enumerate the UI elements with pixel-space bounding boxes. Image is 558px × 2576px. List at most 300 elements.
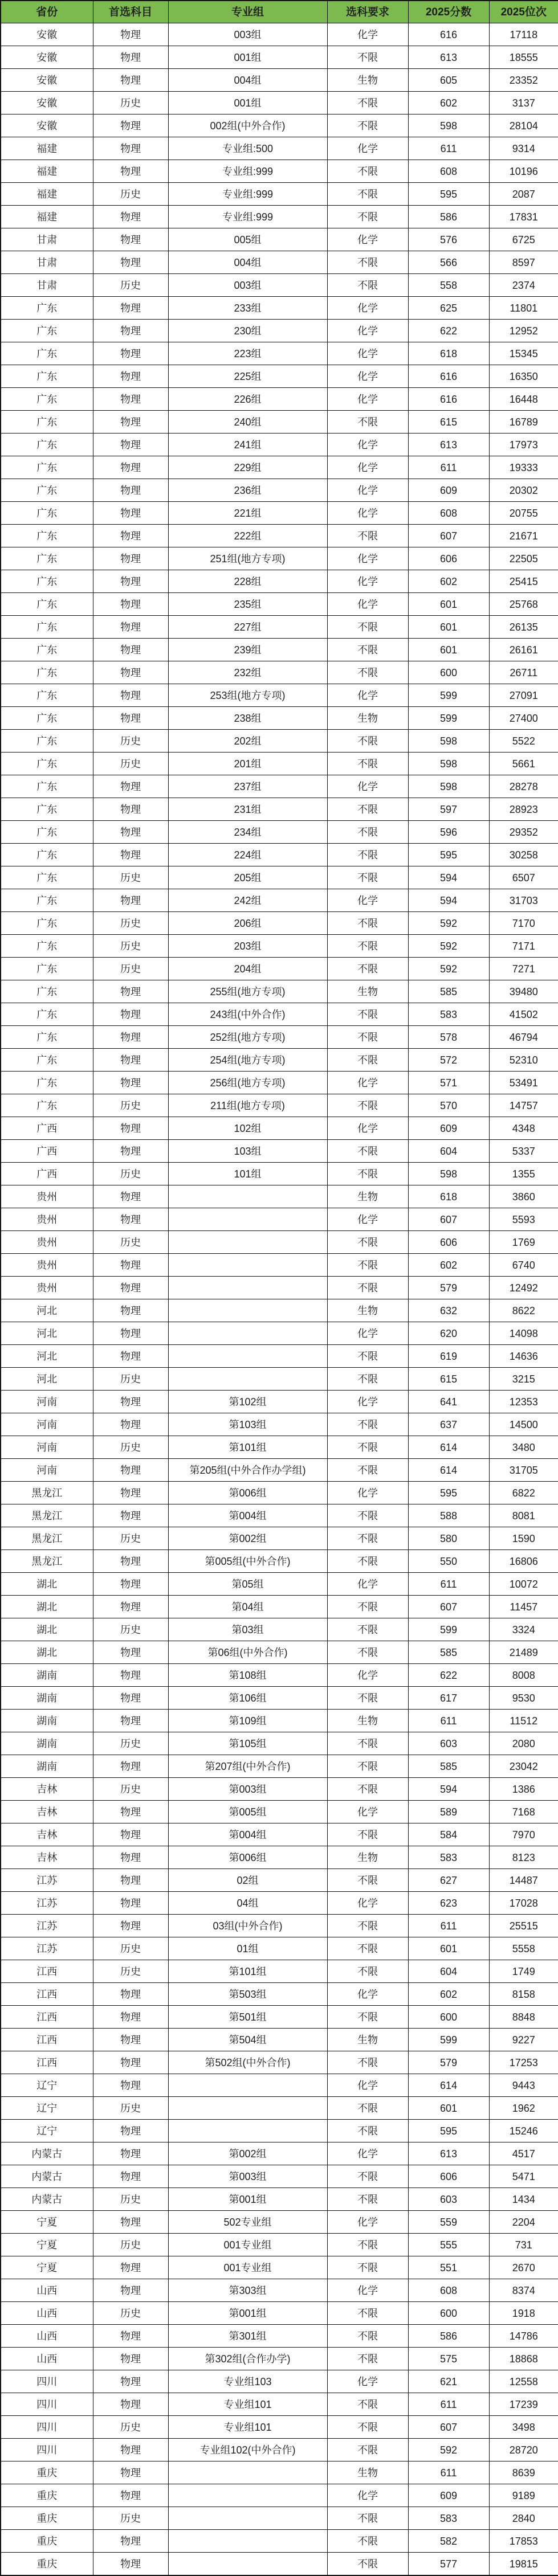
table-cell: 历史 [93,1436,168,1459]
table-cell: 585 [408,1641,489,1664]
table-cell: 632 [408,1299,489,1322]
table-cell: 不限 [327,183,408,206]
table-cell: 595 [408,844,489,866]
table-cell: 化学 [327,456,408,479]
table-cell: 化学 [327,2074,408,2097]
table-cell: 第105组 [168,1732,327,1755]
table-row [1,1823,558,1846]
table-row [1,639,558,661]
table-cell: 不限 [327,2530,408,2553]
table-row [1,2461,558,2484]
table-cell: 四川 [1,2439,93,2461]
table-cell: 广东 [1,980,93,1003]
table-cell: 613 [408,434,489,456]
table-cell: 622 [408,1664,489,1687]
table-row [1,2439,558,2461]
table-cell: 617 [408,1687,489,1710]
table-cell: 物理 [93,616,168,639]
table-cell: 化学 [327,1482,408,1504]
table-cell: 历史 [93,1094,168,1117]
table-cell: 7970 [489,1823,558,1846]
table-cell: 安徽 [1,115,93,137]
table-cell: 001专业组 [168,2234,327,2256]
table-cell: 不限 [327,251,408,274]
table-cell: 5337 [489,1140,558,1163]
table-cell: 第001组 [168,2302,327,2325]
table-row [1,320,558,342]
table-row [1,2393,558,2416]
table-cell: 物理 [93,525,168,547]
table-cell: 586 [408,2325,489,2348]
table-row [1,2142,558,2165]
table-cell: 专业组101 [168,2393,327,2416]
table-cell: 233组 [168,297,327,320]
table-row [1,889,558,912]
table-cell: 广东 [1,661,93,684]
table-row [1,1254,558,1277]
table-cell: 不限 [327,661,408,684]
table-cell: 物理 [93,1322,168,1345]
table-cell: 历史 [93,1527,168,1550]
table-cell: 江苏 [1,1915,93,1937]
table-cell: 1590 [489,1527,558,1550]
table-cell: 物理 [93,684,168,707]
table-cell: 9530 [489,1687,558,1710]
table-cell: 第205组(中外合作办学组) [168,1459,327,1482]
table-cell: 第301组 [168,2325,327,2348]
table-row [1,2120,558,2142]
table-cell: 江西 [1,1983,93,2006]
table-cell: 3215 [489,1368,558,1391]
table-cell: 583 [408,1846,489,1869]
table-cell: 14500 [489,1413,558,1436]
table-cell: 598 [408,115,489,137]
table-cell: 252组(地方专项) [168,1026,327,1049]
table-row [1,980,558,1003]
table-cell: 第005组 [168,1801,327,1823]
table-cell: 609 [408,2484,489,2507]
table-cell: 232组 [168,661,327,684]
table-cell: 历史 [93,1778,168,1801]
table-cell: 重庆 [1,2484,93,2507]
table-cell [168,2507,327,2530]
table-cell: 26161 [489,639,558,661]
table-cell: 江苏 [1,1869,93,1892]
table-cell: 618 [408,342,489,365]
table-cell: 不限 [327,2188,408,2211]
table-cell: 595 [408,183,489,206]
table-cell: 广东 [1,684,93,707]
table-cell: 历史 [93,92,168,115]
table-cell: 专业组103 [168,2370,327,2393]
table-cell: 611 [408,456,489,479]
table-cell: 化学 [327,434,408,456]
table-cell: 湖北 [1,1596,93,1618]
table-cell: 3137 [489,92,558,115]
table-row [1,2279,558,2302]
table-cell: 不限 [327,1596,408,1618]
table-cell: 不限 [327,115,408,137]
table-cell: 历史 [93,1732,168,1755]
table-cell: 物理 [93,2256,168,2279]
table-cell: 物理 [93,479,168,502]
table-cell: 湖南 [1,1664,93,1687]
table-cell: 566 [408,251,489,274]
table-cell: 第05组 [168,1573,327,1596]
table-row [1,1915,558,1937]
table-cell: 广东 [1,502,93,525]
table-cell: 不限 [327,525,408,547]
table-cell: 河南 [1,1459,93,1482]
table-cell: 11801 [489,297,558,320]
table-row [1,1368,558,1391]
table-cell: 物理 [93,547,168,570]
table-cell: 物理 [93,1846,168,1869]
table-cell: 559 [408,2211,489,2234]
table-cell: 18868 [489,2348,558,2370]
table-cell: 103组 [168,1140,327,1163]
table-row [1,798,558,821]
table-row [1,547,558,570]
table-cell: 不限 [327,1231,408,1254]
table-cell: 广东 [1,547,93,570]
table-cell: 不限 [327,616,408,639]
table-cell: 广东 [1,297,93,320]
table-cell: 02组 [168,1869,327,1892]
table-cell: 229组 [168,456,327,479]
table-cell: 601 [408,2097,489,2120]
table-cell: 不限 [327,2051,408,2074]
table-cell: 不限 [327,1869,408,1892]
table-cell: 物理 [93,1117,168,1140]
table-cell [168,2530,327,2553]
table-cell: 5661 [489,753,558,775]
table-cell: 27400 [489,707,558,730]
table-cell: 广东 [1,1003,93,1026]
table-cell: 243组(中外合作) [168,1003,327,1026]
table-cell: 广东 [1,320,93,342]
table-cell: 物理 [93,1254,168,1277]
table-row [1,2074,558,2097]
table-cell: 宁夏 [1,2234,93,2256]
table-cell: 602 [408,1983,489,2006]
table-cell: 6725 [489,228,558,251]
table-cell: 不限 [327,2302,408,2325]
table-cell: 2087 [489,183,558,206]
table-cell: 辽宁 [1,2120,93,2142]
table-cell: 20302 [489,479,558,502]
table-cell: 不限 [327,1140,408,1163]
table-cell: 1386 [489,1778,558,1801]
table-cell: 历史 [93,958,168,980]
table-row [1,2416,558,2439]
table-cell: 不限 [327,1504,408,1527]
table-cell: 历史 [93,2188,168,2211]
table-cell: 河北 [1,1322,93,1345]
table-cell: 223组 [168,342,327,365]
table-cell: 河北 [1,1345,93,1368]
table-cell: 历史 [93,2507,168,2530]
table-cell: 234组 [168,821,327,844]
table-row [1,958,558,980]
table-cell: 福建 [1,160,93,183]
table-cell: 物理 [93,1915,168,1937]
table-cell [168,1254,327,1277]
table-cell: 31705 [489,1459,558,1482]
table-cell: 专业组101 [168,2416,327,2439]
table-cell: 化学 [327,297,408,320]
table-cell: 579 [408,1277,489,1299]
table-cell: 第502组(中外合作) [168,2051,327,2074]
table-cell: 5471 [489,2165,558,2188]
table-row [1,2507,558,2530]
table-cell: 不限 [327,1618,408,1641]
table-row [1,2370,558,2393]
table-cell: 3324 [489,1618,558,1641]
table-cell: 第102组 [168,1391,327,1413]
table-cell: 4348 [489,1117,558,1140]
table-cell: 614 [408,2074,489,2097]
table-cell: 化学 [327,1117,408,1140]
table-cell: 第101组 [168,1960,327,1983]
table-cell: 22505 [489,547,558,570]
table-cell: 不限 [327,1277,408,1299]
table-cell: 8081 [489,1504,558,1527]
table-cell: 607 [408,525,489,547]
table-row [1,1072,558,1094]
table-cell: 第503组 [168,1983,327,2006]
table-cell: 不限 [327,1003,408,1026]
column-header-rank-2025: 2025位次 [489,1,558,23]
table-cell: 化学 [327,365,408,388]
table-row [1,1755,558,1778]
table-cell: 化学 [327,775,408,798]
table-cell: 不限 [327,206,408,228]
table-cell: 物理 [93,821,168,844]
table-cell: 吉林 [1,1801,93,1823]
table-cell: 第004组 [168,1823,327,1846]
table-cell: 26711 [489,661,558,684]
table-cell: 黑龙江 [1,1482,93,1504]
table-cell: 江西 [1,2051,93,2074]
table-cell: 物理 [93,1596,168,1618]
table-cell: 575 [408,2348,489,2370]
table-row [1,92,558,115]
table-cell: 578 [408,1026,489,1049]
table-row [1,69,558,92]
table-cell: 6740 [489,1254,558,1277]
table-cell: 内蒙古 [1,2188,93,2211]
table-cell: 广东 [1,479,93,502]
table-cell: 611 [408,1573,489,1596]
table-cell: 贵州 [1,1208,93,1231]
table-cell: 602 [408,1254,489,1277]
table-row [1,1277,558,1299]
table-row [1,1163,558,1185]
table-cell: 不限 [327,2416,408,2439]
table-cell: 甘肃 [1,251,93,274]
table-cell: 河南 [1,1436,93,1459]
table-cell: 物理 [93,342,168,365]
table-cell: 606 [408,1231,489,1254]
table-row [1,183,558,206]
table-row [1,206,558,228]
table-cell: 历史 [93,2234,168,2256]
table-cell: 历史 [93,1231,168,1254]
table-cell: 物理 [93,2006,168,2029]
table-cell: 河北 [1,1368,93,1391]
table-cell: 14487 [489,1869,558,1892]
table-cell: 广东 [1,730,93,753]
table-row [1,1869,558,1892]
table-cell: 205组 [168,866,327,889]
table-cell: 历史 [93,2416,168,2439]
table-row [1,570,558,593]
table-cell: 595 [408,2120,489,2142]
table-row [1,274,558,297]
table-cell: 235组 [168,593,327,616]
table-cell [168,1277,327,1299]
table-cell: 黑龙江 [1,1550,93,1573]
table-cell: 物理 [93,798,168,821]
table-row [1,1049,558,1072]
table-cell: 625 [408,297,489,320]
table-cell: 第006组 [168,1846,327,1869]
table-cell: 52310 [489,1049,558,1072]
table-row [1,844,558,866]
table-cell: 618 [408,1185,489,1208]
table-cell: 19333 [489,456,558,479]
table-row [1,2029,558,2051]
table-cell: 572 [408,1049,489,1072]
table-row [1,1391,558,1413]
table-cell: 611 [408,1710,489,1732]
table-cell: 广东 [1,753,93,775]
table-cell: 湖南 [1,1710,93,1732]
table-cell: 广东 [1,593,93,616]
column-header-subject-requirement: 选科要求 [327,1,408,23]
table-cell: 594 [408,889,489,912]
table-cell: 614 [408,1459,489,1482]
table-row [1,2530,558,2553]
table-cell: 福建 [1,183,93,206]
table-cell: 不限 [327,1459,408,1482]
table-row [1,616,558,639]
table-row [1,2006,558,2029]
table-cell: 551 [408,2256,489,2279]
table-row [1,684,558,707]
table-cell: 004组 [168,69,327,92]
table-cell [168,1185,327,1208]
table-cell: 592 [408,935,489,958]
table-cell: 39480 [489,980,558,1003]
table-cell: 8158 [489,1983,558,2006]
table-row [1,46,558,69]
table-cell: 18555 [489,46,558,69]
table-row [1,1983,558,2006]
table-cell: 2204 [489,2211,558,2234]
table-cell: 物理 [93,365,168,388]
table-cell: 历史 [93,1618,168,1641]
table-cell: 203组 [168,935,327,958]
table-cell: 物理 [93,2211,168,2234]
table-row [1,434,558,456]
table-cell: 不限 [327,1094,408,1117]
table-cell: 物理 [93,456,168,479]
table-cell: 第004组 [168,1504,327,1527]
table-row [1,1778,558,1801]
table-cell: 254组(地方专项) [168,1049,327,1072]
table-cell: 17239 [489,2393,558,2416]
table-cell: 16350 [489,365,558,388]
table-row [1,1801,558,1823]
table-cell: 福建 [1,206,93,228]
table-row [1,1687,558,1710]
table-cell: 8123 [489,1846,558,1869]
table-cell: 广东 [1,1072,93,1094]
table-cell: 588 [408,1504,489,1527]
table-cell: 502专业组 [168,2211,327,2234]
table-cell: 228组 [168,570,327,593]
table-cell: 不限 [327,2439,408,2461]
table-cell: 不限 [327,1823,408,1846]
table-row [1,1459,558,1482]
table-cell: 239组 [168,639,327,661]
table-row [1,1003,558,1026]
table-cell: 不限 [327,2507,408,2530]
table-cell: 物理 [93,2029,168,2051]
table-cell: 第106组 [168,1687,327,1710]
table-cell: 历史 [93,183,168,206]
table-cell: 物理 [93,1504,168,1527]
table-cell: 贵州 [1,1254,93,1277]
table-cell: 物理 [93,1049,168,1072]
table-cell: 物理 [93,980,168,1003]
table-cell: 8374 [489,2279,558,2302]
table-cell: 604 [408,1960,489,1983]
table-cell: 不限 [327,1937,408,1960]
table-cell: 物理 [93,2348,168,2370]
table-row [1,1140,558,1163]
table-cell: 01组 [168,1937,327,1960]
table-cell: 不限 [327,1345,408,1368]
table-cell: 41502 [489,1003,558,1026]
table-cell: 585 [408,980,489,1003]
table-cell: 化学 [327,1983,408,2006]
table-cell: 589 [408,1801,489,1823]
table-cell: 14786 [489,2325,558,2348]
table-cell: 吉林 [1,1823,93,1846]
table-cell: 广东 [1,707,93,730]
table-row [1,1208,558,1231]
table-cell: 物理 [93,2461,168,2484]
table-cell: 571 [408,1072,489,1094]
table-cell: 物理 [93,2120,168,2142]
table-row [1,411,558,434]
table-cell: 物理 [93,320,168,342]
table-cell: 物理 [93,2325,168,2348]
table-cell: 579 [408,2051,489,2074]
table-cell: 227组 [168,616,327,639]
table-cell: 不限 [327,1254,408,1277]
table-cell: 623 [408,1892,489,1915]
table-cell: 河南 [1,1413,93,1436]
table-cell: 历史 [93,1368,168,1391]
table-cell: 253组(地方专项) [168,684,327,707]
table-cell: 化学 [327,23,408,46]
column-header-score-2025: 2025分数 [408,1,489,23]
table-cell: 重庆 [1,2530,93,2553]
